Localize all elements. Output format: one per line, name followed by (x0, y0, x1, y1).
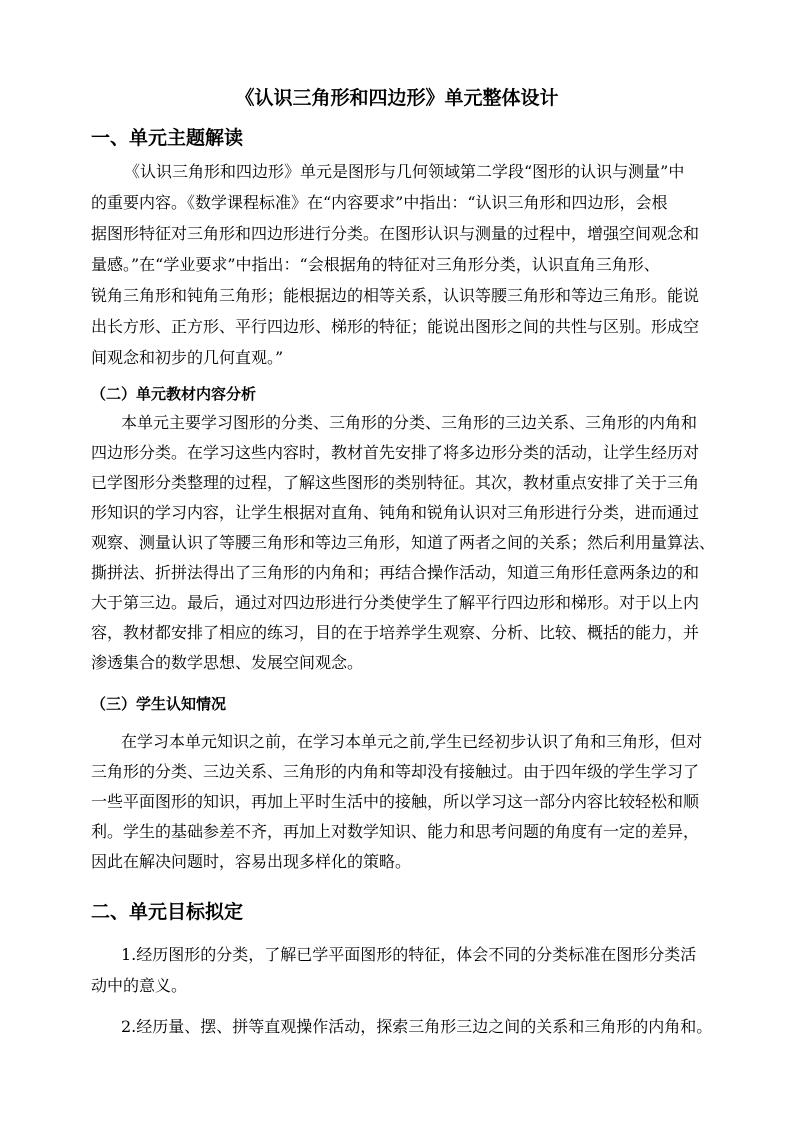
text-line: 三角形的分类、三边关系、三角形的内角和等却没有接触过。由于四年级的学生学习了 (91, 762, 700, 781)
text-line: 因此在解决问题时，容易出现多样化的策略。 (91, 852, 412, 871)
text-line: 大于第三边。最后，通过对四边形进行分类使学生了解平行四边形和梯形。对于以上内 (91, 593, 700, 612)
text-line: 四边形分类。在学习这些内容时，教材首先安排了将多边形分类的活动，让学生经历对 (91, 443, 700, 462)
text-line: 容，教材都安排了相应的练习，目的在于培养学生观察、分析、比较、概括的能力，并 (91, 623, 700, 642)
paragraph-student-cognition (91, 727, 705, 877)
goal-item-1 (91, 939, 705, 1001)
text-line: 本单元主要学习图形的分类、三角形的分类、三角形的三边关系、三角形的内角和 (121, 413, 698, 432)
document-title: 《认识三角形和四边形》单元整体设计 (235, 87, 559, 109)
text-line: 的重要内容。《数学课程标准》在“内容要求”中指出：“认识三角形和四边形，会根 (91, 193, 668, 212)
text-line: 量感。”在“学业要求”中指出：“会根据角的特征对三角形分类，认识直角三角形、 (91, 255, 660, 274)
section-heading-content-analysis: （二）单元教材内容分析 (91, 385, 257, 403)
text-line: 间观念和初步的几何直观。” (91, 348, 284, 367)
text-line: 2.经历量、摆、拼等直观操作活动，探索三角形三边之间的关系和三角形的内角和。 (121, 1017, 713, 1036)
text-line: 撕拼法、折拼法得出了三角形的内角和；再结合操作活动，知道三角形任意两条边的和 (91, 563, 700, 582)
text-line: 一些平面图形的知识，再加上平时生活中的接触，所以学习这一部分内容比较轻松和顺 (91, 792, 700, 811)
section-heading-unit-theme: 一、单元主题解读 (91, 127, 244, 149)
text-line: 利。学生的基础参差不齐，再加上对数学知识、能力和思考问题的角度有一定的差异， (91, 822, 700, 841)
text-line: 渗透集合的数学思想、发展空间观念。 (91, 653, 364, 672)
text-line: 形知识的学习内容，让学生根据对直角、钝角和锐角认识对三角形进行分类，进而通过 (91, 503, 700, 522)
text-line: 出长方形、正方形、平行四边形、梯形的特征；能说出图形之间的共性与区别。形成空 (91, 317, 700, 336)
text-line: 锐角三角形和钝角三角形；能根据边的相等关系，认识等腰三角形和等边三角形。能说 (91, 286, 700, 305)
text-line: 1.经历图形的分类，了解已学平面图形的特征，体会不同的分类标准在图形分类活 (121, 945, 697, 964)
section-heading-unit-goals: 二、单元目标拟定 (91, 901, 244, 923)
paragraph-content-analysis (91, 408, 716, 678)
paragraph-unit-theme (91, 156, 705, 373)
text-line: 据图形特征对三角形和四边形进行分类。在图形认识与测量的过程中，增强空间观念和 (91, 224, 700, 243)
text-line: 《认识三角形和四边形》单元是图形与几何领域第二学段“图形的认识与测量”中 (124, 162, 685, 181)
text-line: 观察、测量认识了等腰三角形和等边三角形，知道了两者之间的关系；然后利用量算法、 (91, 533, 716, 552)
text-line: 动中的意义。 (91, 976, 188, 995)
goal-item-2 (91, 1011, 713, 1042)
text-line: 已学图形分类整理的过程，了解这些图形的类别特征。其次，教材重点安排了关于三角 (91, 473, 700, 492)
section-heading-student-cognition: （三）学生认知情况 (91, 695, 227, 713)
text-line: 在学习本单元知识之前，在学习本单元之前,学生已经初步认识了角和三角形，但对 (121, 732, 703, 751)
